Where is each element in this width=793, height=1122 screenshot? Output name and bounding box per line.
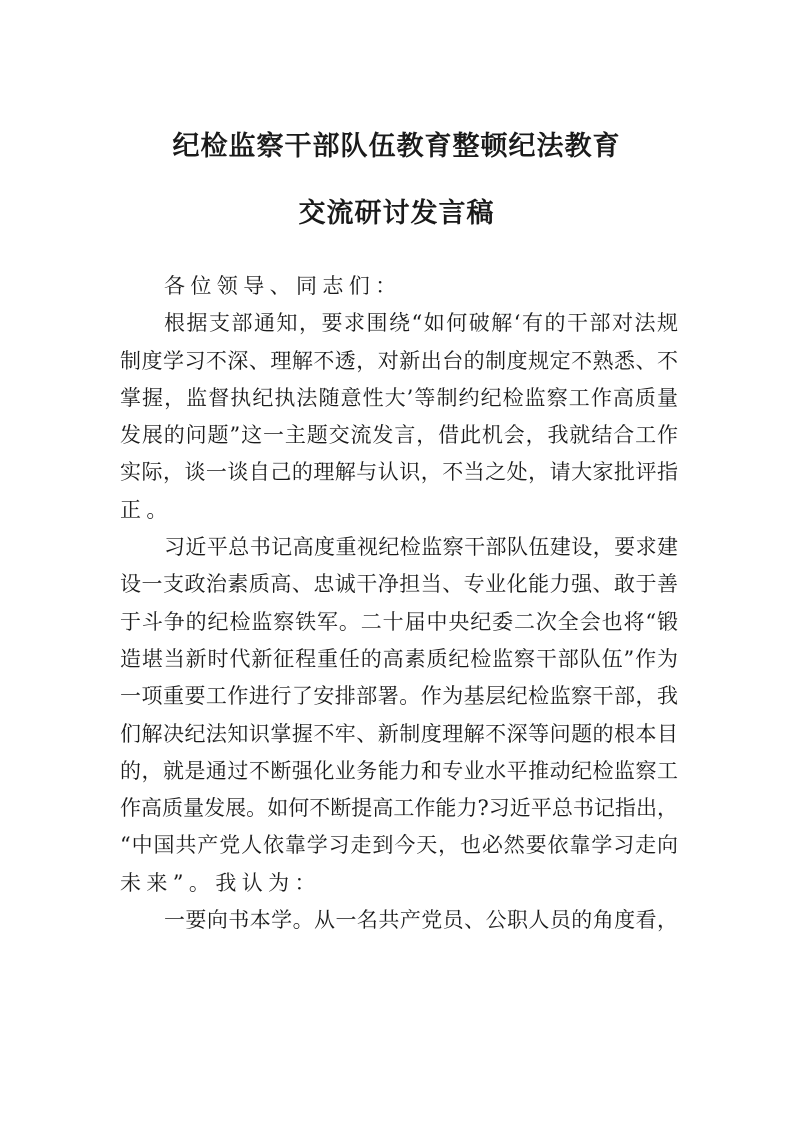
text-line: 们解决纪法知识掌握不牢、新制度理解不深等问题的根本目: [120, 721, 678, 746]
text-line: 各位领导、同志们：: [164, 274, 402, 298]
text-line: 发展的问题”这一主题交流发言，借此机会，我就结合工作: [120, 423, 678, 448]
text-line: 根据支部通知，要求围绕“如何破解‘有的干部对法规: [164, 311, 678, 336]
document-title-line-2: 交流研讨发言稿: [298, 198, 495, 229]
text-line: 习近平总书记高度重视纪检监察干部队伍建设，要求建: [164, 535, 678, 560]
text-line: 未来”。我认为：: [120, 870, 321, 895]
text-line: 造堪当新时代新征程重任的高素质纪检监察干部队伍”作为: [120, 646, 678, 671]
text-line: 的，就是通过不断强化业务能力和专业水平推动纪检监察工: [120, 758, 678, 783]
text-line: 一项重要工作进行了安排部署。作为基层纪检监察干部，我: [120, 684, 678, 709]
text-line: “中国共产党人依靠学习走到今天，也必然要依靠学习走向: [120, 833, 678, 858]
text-line: 实际，谈一谈自己的理解与认识，不当之处，请大家批评指: [120, 460, 678, 485]
document-body: [120, 268, 680, 939]
text-line: 设一支政治素质高、忠诚干净担当、专业化能力强、敢于善: [120, 572, 678, 597]
text-line: 于斗争的纪检监察铁军。二十届中央纪委二次全会也将“锻: [120, 609, 678, 634]
text-line: 正。: [120, 497, 173, 522]
text-line: 作高质量发展。如何不断提高工作能力?习近平总书记指出，: [120, 796, 678, 821]
text-line: 一要向书本学。从一名共产党员、公职人员的角度看，: [164, 908, 678, 933]
document-title-line-1: 纪检监察干部队伍教育整顿纪法教育: [172, 131, 621, 162]
text-line: 制度学习不深、理解不透，对新出台的制度规定不熟悉、不: [120, 348, 678, 373]
text-line: 掌握，监督执纪执法随意性大’等制约纪检监察工作高质量: [120, 385, 678, 410]
